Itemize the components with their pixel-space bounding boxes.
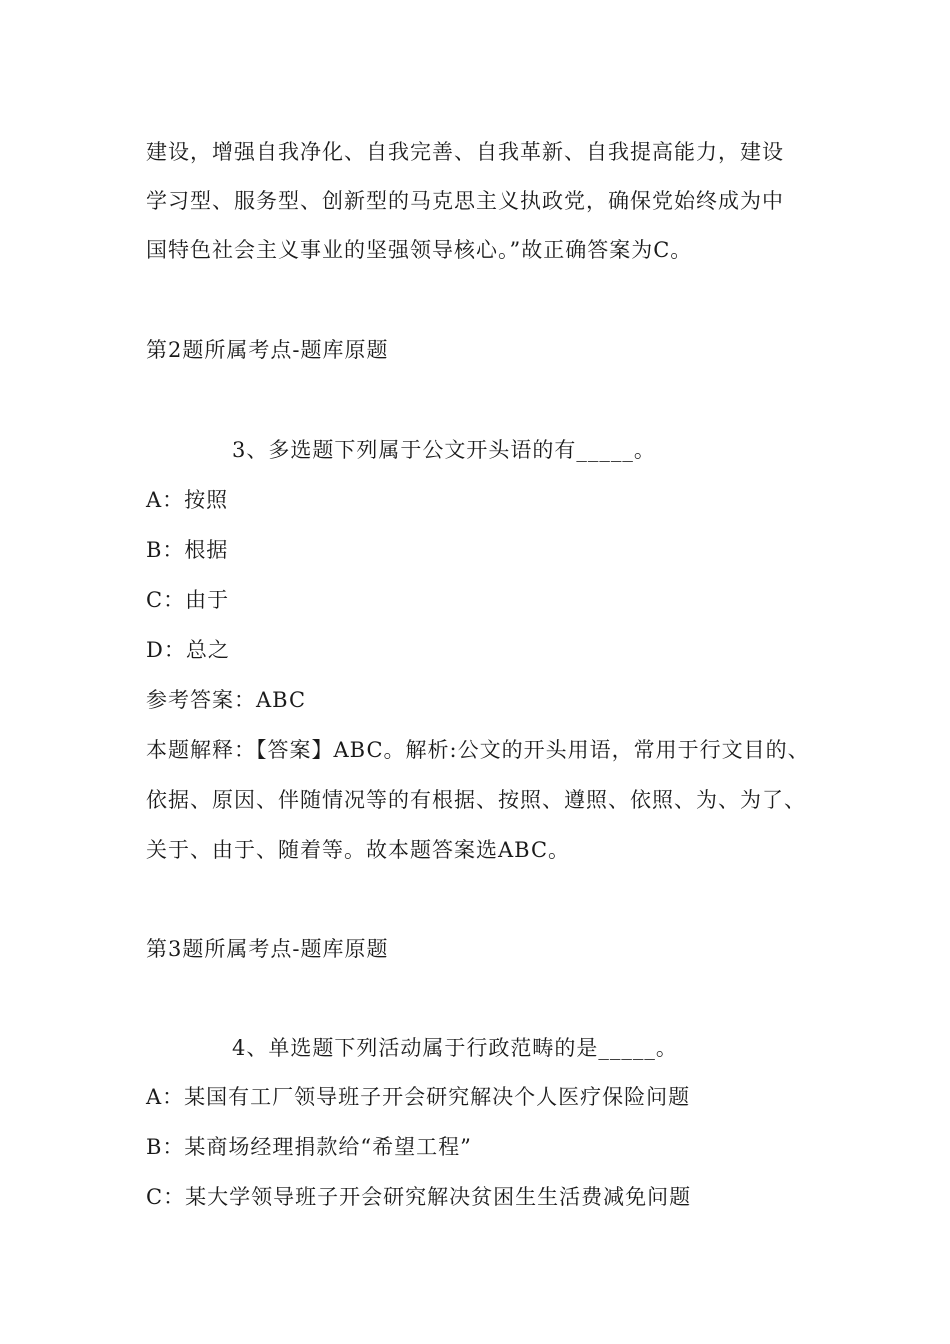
q3-explanation-line-3: 关于、由于、随着等。故本题答案选ABC。 [146,838,571,862]
q2-source: 第2题所属考点-题库原题 [146,338,389,362]
q3-source: 第3题所属考点-题库原题 [146,937,389,961]
q3-stem: 3、多选题下列属于公文开头语的有_____。 [232,438,656,462]
q3-explanation-line-1: 本题解释：【答案】ABC。解析:公文的开头用语，常用于行文目的、 [146,738,810,762]
q4-option-a: A：某国有工厂领导班子开会研究解决个人医疗保险问题 [146,1085,691,1109]
q3-option-b: B：根据 [146,538,229,562]
q4-option-c: C：某大学领导班子开会研究解决贫困生生活费减免问题 [146,1185,692,1209]
q4-option-b: B：某商场经理捐款给“希望工程” [146,1135,472,1159]
prev-explanation-line-3: 国特色社会主义事业的坚强领导核心。”故正确答案为C。 [146,238,693,262]
q3-answer: 参考答案：ABC [146,688,307,712]
q3-option-d: D：总之 [146,638,230,662]
q3-option-c: C：由于 [146,588,230,612]
q3-option-a: A：按照 [146,488,229,512]
prev-explanation-line-2: 学习型、服务型、创新型的马克思主义执政党，确保党始终成为中 [146,189,784,213]
q4-stem: 4、单选题下列活动属于行政范畴的是_____。 [232,1036,678,1060]
q3-explanation-line-2: 依据、原因、伴随情况等的有根据、按照、遵照、依照、为、为了、 [146,788,806,812]
prev-explanation-line-1: 建设，增强自我净化、自我完善、自我革新、自我提高能力，建设 [146,140,784,164]
